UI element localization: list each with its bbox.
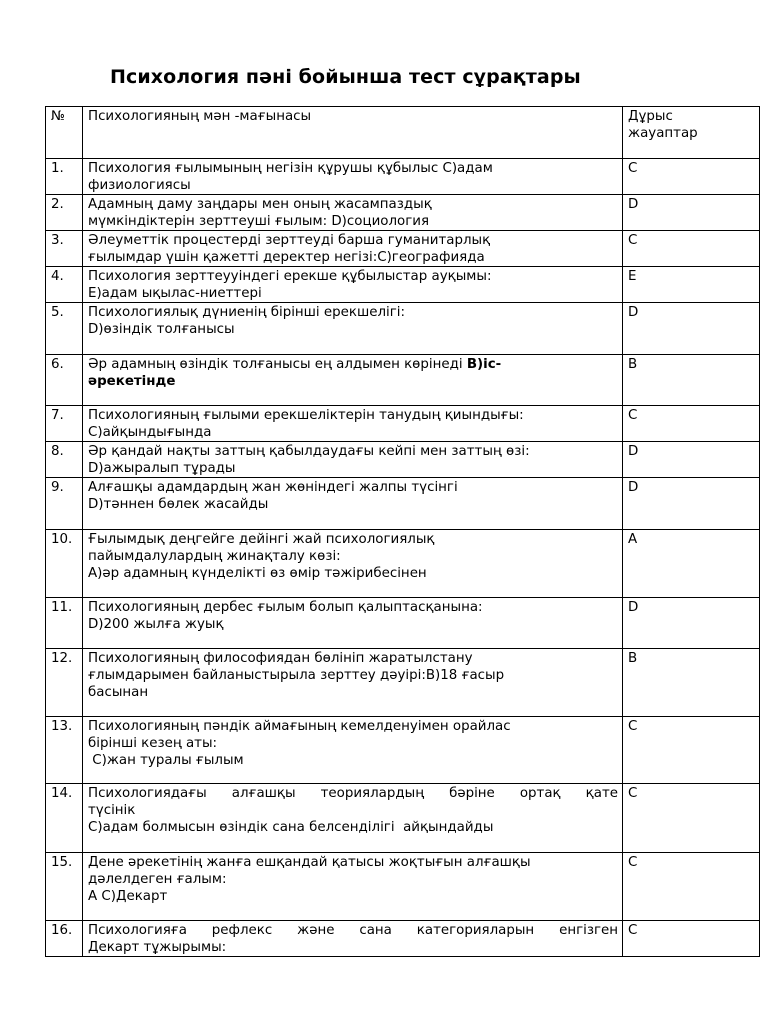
question-line: Ғылымдық деңгейге дейінгі жай психологиялық [88, 532, 435, 547]
row-question [83, 784, 623, 853]
row-number: 14. [46, 784, 83, 853]
question-line [88, 356, 618, 373]
question-line: түсінік [88, 803, 136, 818]
question-line: Психологияның пәндік аймағының кемелденуімен орайлас [88, 719, 511, 734]
row-question [83, 267, 623, 303]
row-number: 12. [46, 649, 83, 717]
question-line: физиологиясы [88, 178, 191, 193]
row-answer: C [623, 921, 760, 957]
question-line: С)жан туралы ғылым [88, 753, 244, 768]
row-number: 9. [46, 478, 83, 530]
row-answer: D [623, 478, 760, 530]
row-question [83, 355, 623, 406]
row-answer: C [623, 231, 760, 267]
row-answer: C [623, 853, 760, 921]
test-table [45, 106, 760, 957]
table-row [46, 355, 760, 406]
question-line: Алғашқы адамдардың жан жөніндегі жалпы түсінгі [88, 480, 458, 495]
table-row [46, 530, 760, 598]
row-answer: D [623, 303, 760, 355]
table-row [46, 784, 760, 853]
question-line: D)өзіндік толғанысы [88, 322, 235, 337]
header-question: Психологияның мән -мағынасы [83, 107, 623, 159]
question-line: Әр қандай нақты заттың қабылдаудағы кейпі мен заттың өзі: [88, 444, 530, 459]
row-number: 11. [46, 598, 83, 649]
table-row [46, 159, 760, 195]
row-number: 5. [46, 303, 83, 355]
table-header-row [46, 107, 760, 159]
row-number: 16. [46, 921, 83, 957]
question-line: пайымдалулардың жинақталу көзі: [88, 549, 341, 564]
row-answer: B [623, 355, 760, 406]
row-number: 15. [46, 853, 83, 921]
table-row [46, 598, 760, 649]
row-number: 7. [46, 406, 83, 442]
question-line: дәлелдеген ғалым: [88, 872, 227, 887]
question-line [88, 373, 618, 390]
question-line: Психологияға рефлекс және сана категорияларын енгізген [88, 923, 618, 938]
question-line: Психологияның философиядан бөлініп жаратылстану [88, 651, 473, 666]
row-question [83, 406, 623, 442]
table-row [46, 853, 760, 921]
question-line: Психологияның ғылыми ерекшеліктерін танудың қиындығы: [88, 408, 524, 423]
question-line: мүмкіндіктерін зерттеуші ғылым: D)социология [88, 214, 430, 229]
row-answer: A [623, 530, 760, 598]
question-line: Психологиядағы алғашқы теориялардың бәріне ортақ қате [88, 786, 618, 801]
header-answer-line: жауаптар [628, 126, 698, 141]
question-line: С)адам болмысын өзіндік сана белсенділігі айқындайды [88, 820, 494, 835]
row-number: 4. [46, 267, 83, 303]
question-line: Психология ғылымының негізін құрушы құбылыс С)адам [88, 161, 493, 176]
row-question [83, 303, 623, 355]
row-answer: D [623, 598, 760, 649]
header-number: № [46, 107, 83, 159]
row-question [83, 478, 623, 530]
row-question [83, 159, 623, 195]
table-row [46, 717, 760, 784]
question-line: Декарт тұжырымы: [88, 940, 227, 955]
question-line: D)ажыралып тұрады [88, 461, 236, 476]
question-line: ғлымдарымен байланыстырыла зерттеу дәуірі:В)18 ғасыр [88, 668, 505, 683]
row-answer: B [623, 649, 760, 717]
table-row [46, 406, 760, 442]
row-question [83, 530, 623, 598]
row-question [83, 442, 623, 478]
row-answer: C [623, 406, 760, 442]
table-row [46, 921, 760, 957]
row-number: 10. [46, 530, 83, 598]
table-row [46, 267, 760, 303]
row-number: 6. [46, 355, 83, 406]
row-number: 2. [46, 195, 83, 231]
table-row [46, 231, 760, 267]
row-question [83, 649, 623, 717]
row-answer: E [623, 267, 760, 303]
row-answer: D [623, 195, 760, 231]
row-number: 13. [46, 717, 83, 784]
question-line: А С)Декарт [88, 889, 168, 904]
row-question [83, 195, 623, 231]
row-question [83, 231, 623, 267]
question-line: Психологиялық дүниенің бірінші ерекшелігі: [88, 305, 406, 320]
row-question [83, 717, 623, 784]
question-line: Психология зерттеууіндегі ерекше құбылыстар ауқымы: [88, 269, 492, 284]
row-answer: C [623, 784, 760, 853]
table-row [46, 478, 760, 530]
table-row [46, 442, 760, 478]
header-answer [623, 107, 760, 159]
question-line: А)әр адамның күнделікті өз өмір тәжірибесінен [88, 566, 427, 581]
question-line: D)тәннен бөлек жасайды [88, 497, 269, 512]
row-question [83, 598, 623, 649]
question-line: бірінші кезең аты: [88, 736, 218, 751]
question-text: Әр адамның өзіндік толғанысы ең алдымен көрінеді [88, 357, 467, 372]
question-line: басынан [88, 685, 149, 700]
row-question [83, 853, 623, 921]
row-question [83, 921, 623, 957]
question-line: D)200 жылға жуық [88, 617, 224, 632]
row-number: 8. [46, 442, 83, 478]
header-answer-line: Дұрыс [628, 109, 673, 124]
question-line: Е)адам ықылас-ниеттері [88, 286, 262, 301]
row-number: 1. [46, 159, 83, 195]
question-line: Әлеуметтік процестерді зерттеуді барша гуманитарлық [88, 233, 491, 248]
table-row [46, 649, 760, 717]
question-line: Психологияның дербес ғылым болып қалыптасқанына: [88, 600, 483, 615]
answer-highlight: В)іс- [466, 357, 502, 372]
question-line: ғылымдар үшін қажетті деректер негізі:С)географияда [88, 250, 485, 265]
question-line: Дене әрекетінің жанға ешқандай қатысы жоқтығын алғашқы [88, 855, 531, 870]
question-line: С)айқындығында [88, 425, 212, 440]
question-line: Адамның даму заңдары мен оның жасампаздық [88, 197, 432, 212]
row-answer: C [623, 159, 760, 195]
row-answer: C [623, 717, 760, 784]
table-row [46, 195, 760, 231]
table-row [46, 303, 760, 355]
row-number: 3. [46, 231, 83, 267]
answer-highlight: әрекетінде [88, 374, 176, 389]
row-answer: D [623, 442, 760, 478]
page-title: Психология пәні бойынша тест сұрақтары [110, 66, 581, 88]
